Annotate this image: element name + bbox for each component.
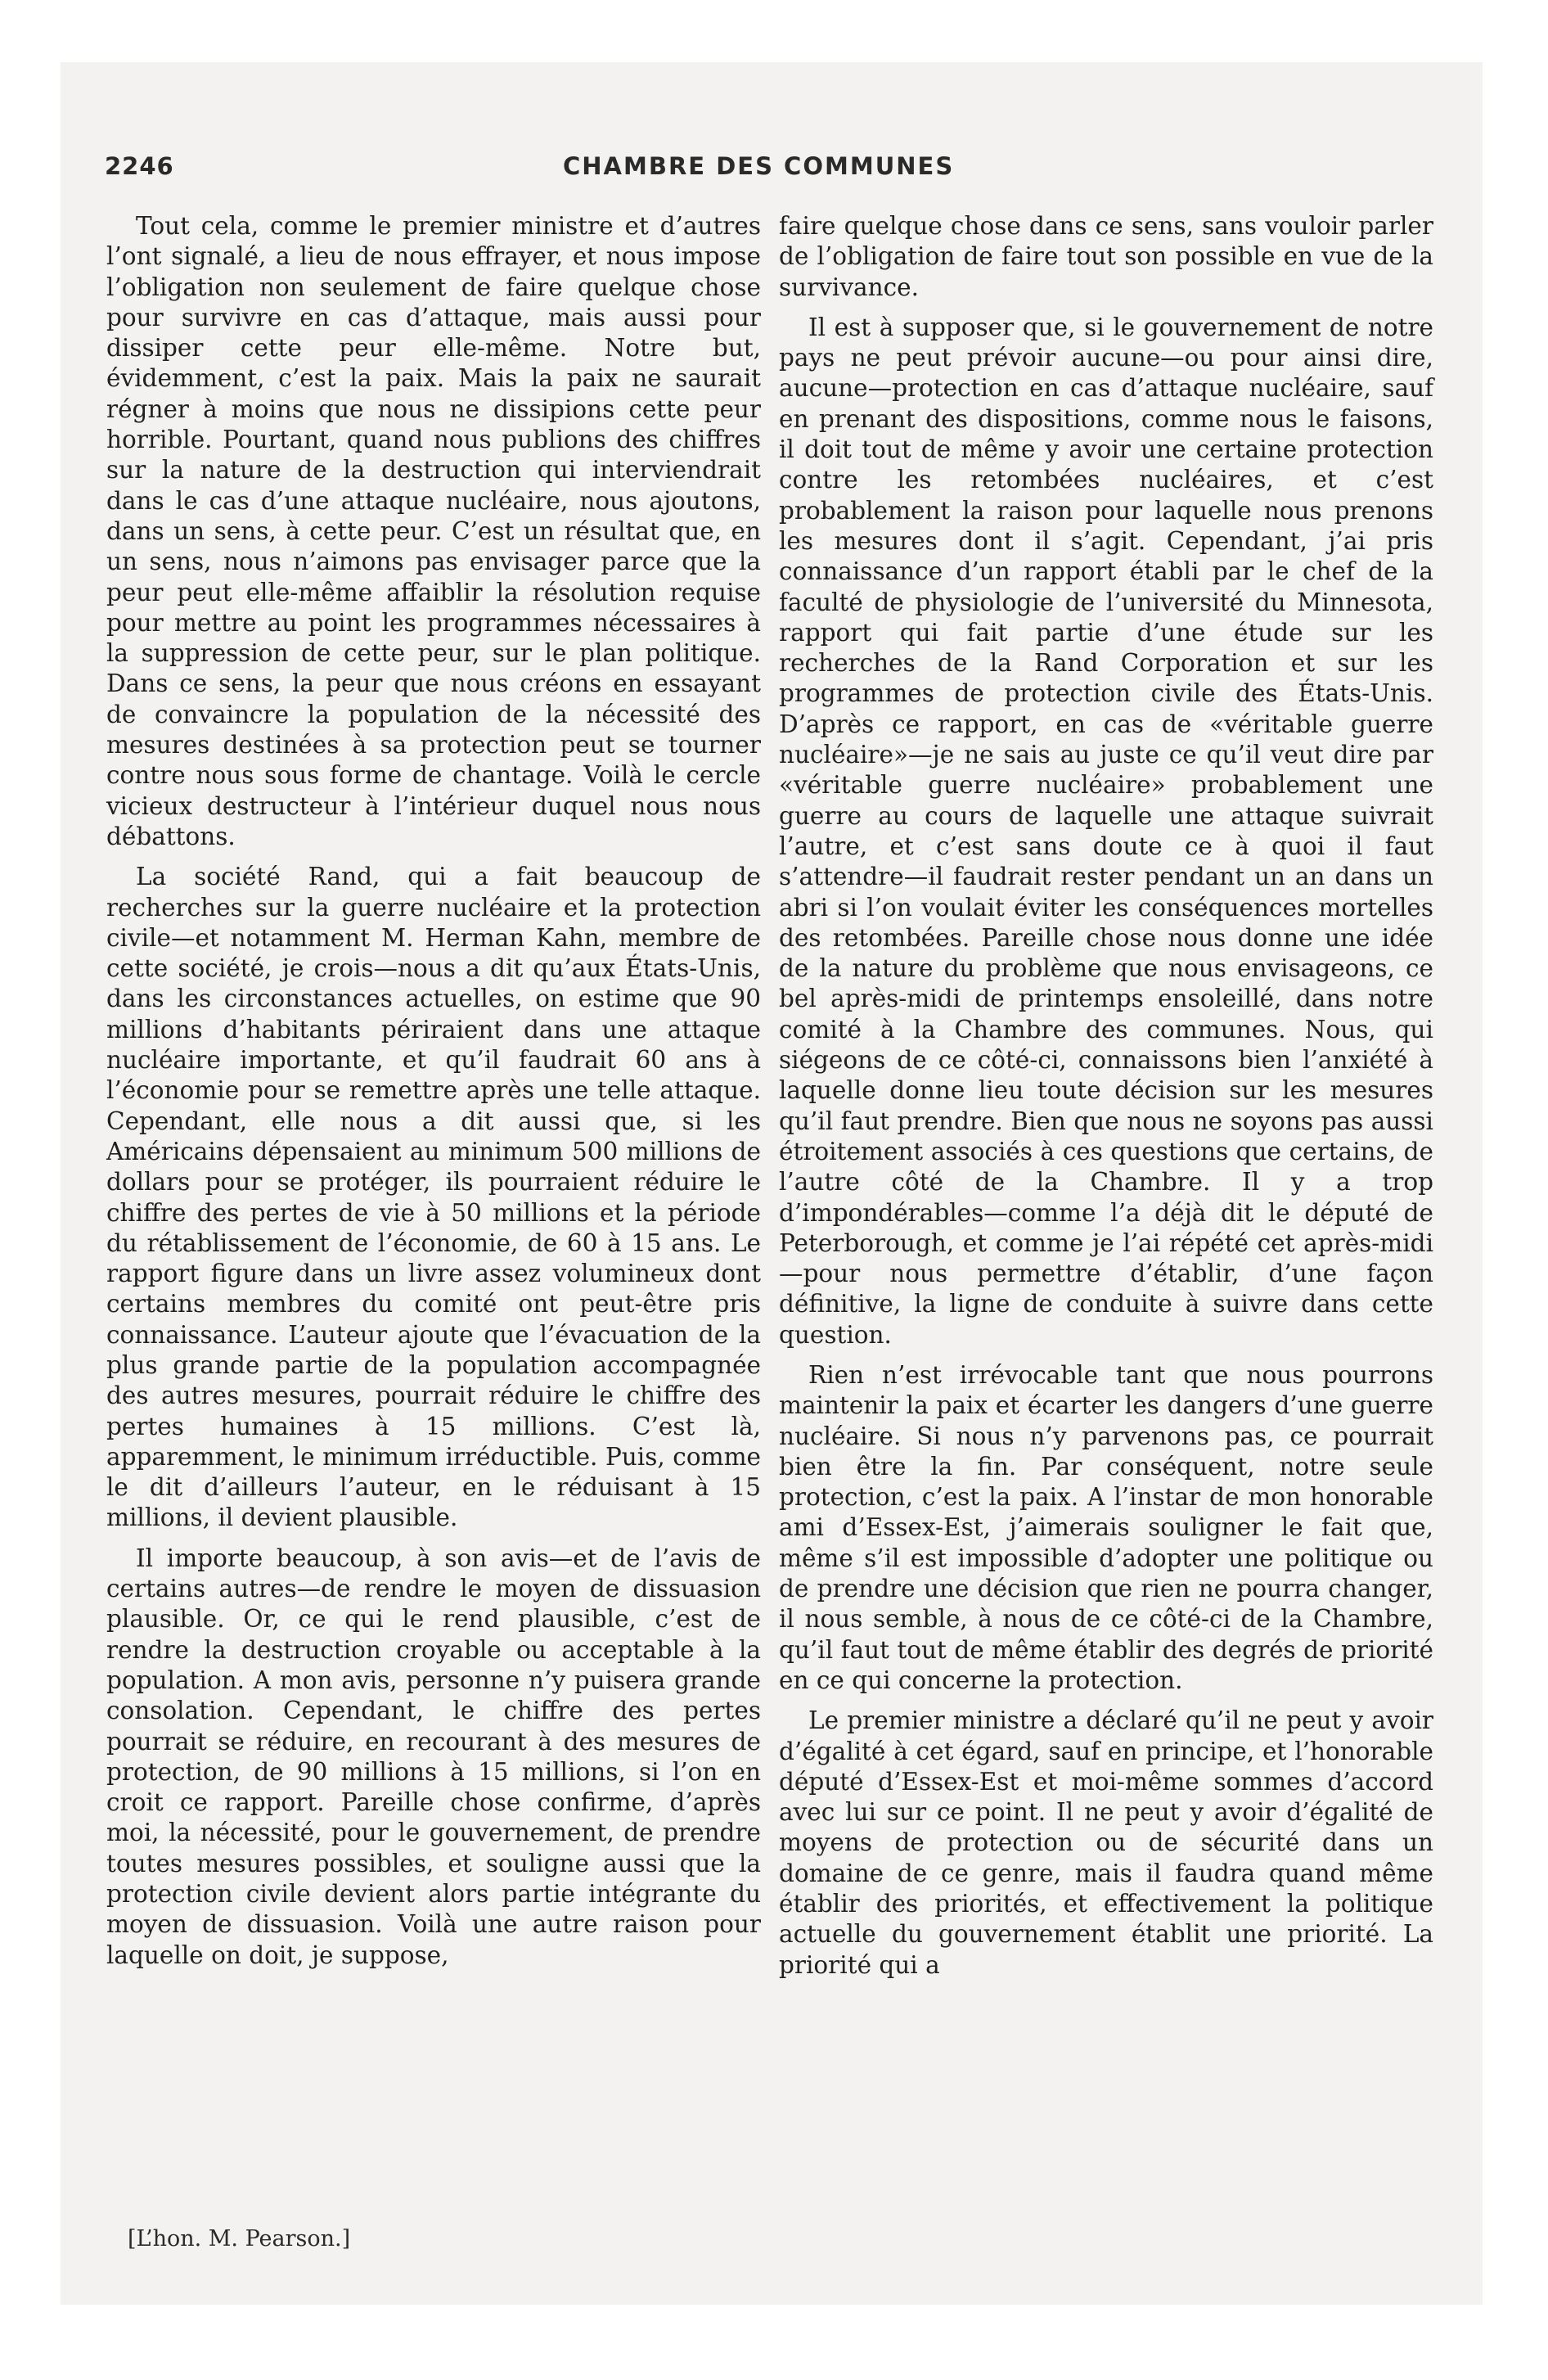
paragraph: faire quelque chose dans ce sens, sans vouloir parler de l’obligation de faire tout son possible en vue de la survivance. (779, 212, 1433, 301)
paragraph: Le premier ministre a déclaré qu’il ne peut y avoir d’égalité à cet égard, sauf en principe, et l’honorable député d’Essex-Est et moi-même sommes d’accord avec lui sur ce point. Il ne peut y avoir d’égalité de moyens de protection ou de sécurité dans un domaine de ce genre, mais il faudra quand même établir des priorités, et effectivement la politique actuelle du gouvernement établit une priorité. La priorité qui a (779, 1706, 1433, 1979)
page-header (105, 152, 1447, 193)
paragraph: Rien n’est irrévocable tant que nous pourrons maintenir la paix et écarter les dangers d’une guerre nucléaire. Si nous n’y parvenons pas, ce pourrait bien être la fin. Par conséquent, notre seule protection, c’est la paix. A l’instar de mon honorable ami d’Essex-Est, j’aimerais souligner le fait que, même s’il est impossible d’adopter une politique ou de prendre une décision que rien ne pourra changer, il nous semble, à nous de ce côté-ci de la Chambre, qu’il faut tout de même établir des degrés de priorité en ce qui concerne la protection. (779, 1360, 1433, 1694)
speaker-attribution: [L’hon. M. Pearson.] (128, 2226, 351, 2252)
page-number: 2246 (105, 152, 174, 180)
paragraph: La société Rand, qui a fait beaucoup de recherches sur la guerre nucléaire et la protection civile—et notamment M. Herman Kahn, membre de cette société, je crois—nous a dit qu’aux États-Unis, dans les circonstances actuelles, on estime que 90 millions d’habitants périraient dans une attaque nucléaire importante, et qu’il faudrait 60 ans à l’économie pour se remettre après une telle attaque. Cependant, elle nous a dit aussi que, si les Américains dépensaient au minimum 500 millions de dollars pour se protéger, ils pourraient réduire le chiffre des pertes de vie à 50 millions et la période du rétablissement de l’économie, de 60 à 15 ans. Le rapport figure dans un livre assez volumineux dont certains membres du comité ont peut-être pris connaissance. L’auteur ajoute que l’évacuation de la plus grande partie de la population accompagnée des autres mesures, pourrait réduire le chiffre des pertes humaines à 15 millions. C’est là, apparemment, le minimum irréductible. Puis, comme le dit d’ailleurs l’auteur, en le réduisant à 15 millions, il devient plausible. (106, 863, 761, 1532)
running-head: CHAMBRE DES COMMUNES (563, 152, 955, 180)
right-column (779, 211, 1433, 1990)
left-column (106, 211, 761, 1981)
paragraph: Tout cela, comme le premier ministre et d’autres l’ont signalé, a lieu de nous effrayer, et nous impose l’obligation non seulement de faire quelque chose pour survivre en cas d’attaque, mais aussi pour dissiper cette peur elle-même. Notre but, évidemment, c’est la paix. Mais la paix ne saurait régner à moins que nous ne dissipions cette peur horrible. Pourtant, quand nous publions des chiffres sur la nature de la destruction qui interviendrait dans le cas d’une attaque nucléaire, nous ajoutons, dans un sens, à cette peur. C’est un résultat que, en un sens, nous n’aimons pas envisager parce que la peur peut elle-même affaiblir la résolution requise pour mettre au point les programmes nécessaires à la suppression de cette peur, sur le plan politique. Dans ce sens, la peur que nous créons en essayant de convaincre la population de la nécessité des mesures destinées à sa protection peut se tourner contre nous sous forme de chantage. Voilà le cercle vicieux destructeur à l’intérieur duquel nous nous débattons. (106, 212, 761, 850)
paragraph: Il importe beaucoup, à son avis—et de l’avis de certains autres—de rendre le moyen de dissuasion plausible. Or, ce qui le rend plausible, c’est de rendre la destruction croyable ou acceptable à la population. A mon avis, personne n’y puisera grande consolation. Cependant, le chiffre des pertes pourrait se réduire, en recourant à des mesures de protection, de 90 millions à 15 millions, si l’on en croit ce rapport. Pareille chose confirme, d’après moi, la nécessité, pour le gouvernement, de prendre toutes mesures possibles, et souligne aussi que la protection civile devient alors partie intégrante du moyen de dissuasion. Voilà une autre raison pour laquelle on doit, je suppose, (106, 1544, 761, 1969)
paragraph: Il est à supposer que, si le gouvernement de notre pays ne peut prévoir aucune—ou pour ainsi dire, aucune—protection en cas d’attaque nucléaire, sauf en prenant des dispositions, comme nous le faisons, il doit tout de même y avoir une certaine protection contre les retombées nucléaires, et c’est probablement la raison pour laquelle nous prenons les mesures dont il s’agit. Cependant, j’ai pris connaissance d’un rapport établi par le chef de la faculté de physiologie de l’université du Minnesota, rapport qui fait partie d’une étude sur les recherches de la Rand Corporation et sur les programmes de protection civile des États-Unis. D’après ce rapport, en cas de «véritable guerre nucléaire»—je ne sais au juste ce qu’il veut dire par «véritable guerre nucléaire» probablement une guerre au cours de laquelle une attaque suivrait l’autre, et c’est sans doute ce à quoi il faut s’attendre—il faudrait rester pendant un an dans un abri si l’on voulait éviter les conséquences mortelles des retombées. Pareille chose nous donne une idée de la nature du problème que nous envisageons, ce bel après-midi de printemps ensoleillé, dans notre comité à la Chambre des communes. Nous, qui siégeons de ce côté-ci, connaissons bien l’anxiété à laquelle donne lieu toute décision sur les mesures qu’il faut prendre. Bien que nous ne soyons pas aussi étroitement associés à ces questions que certains, de l’autre côté de la Chambre. Il y a trop d’impondérables—comme l’a déjà dit le député de Peterborough, et comme je l’ai répété cet après-midi—pour nous permettre d’établir, d’une façon définitive, la ligne de conduite à suivre dans cette question. (779, 313, 1433, 1349)
